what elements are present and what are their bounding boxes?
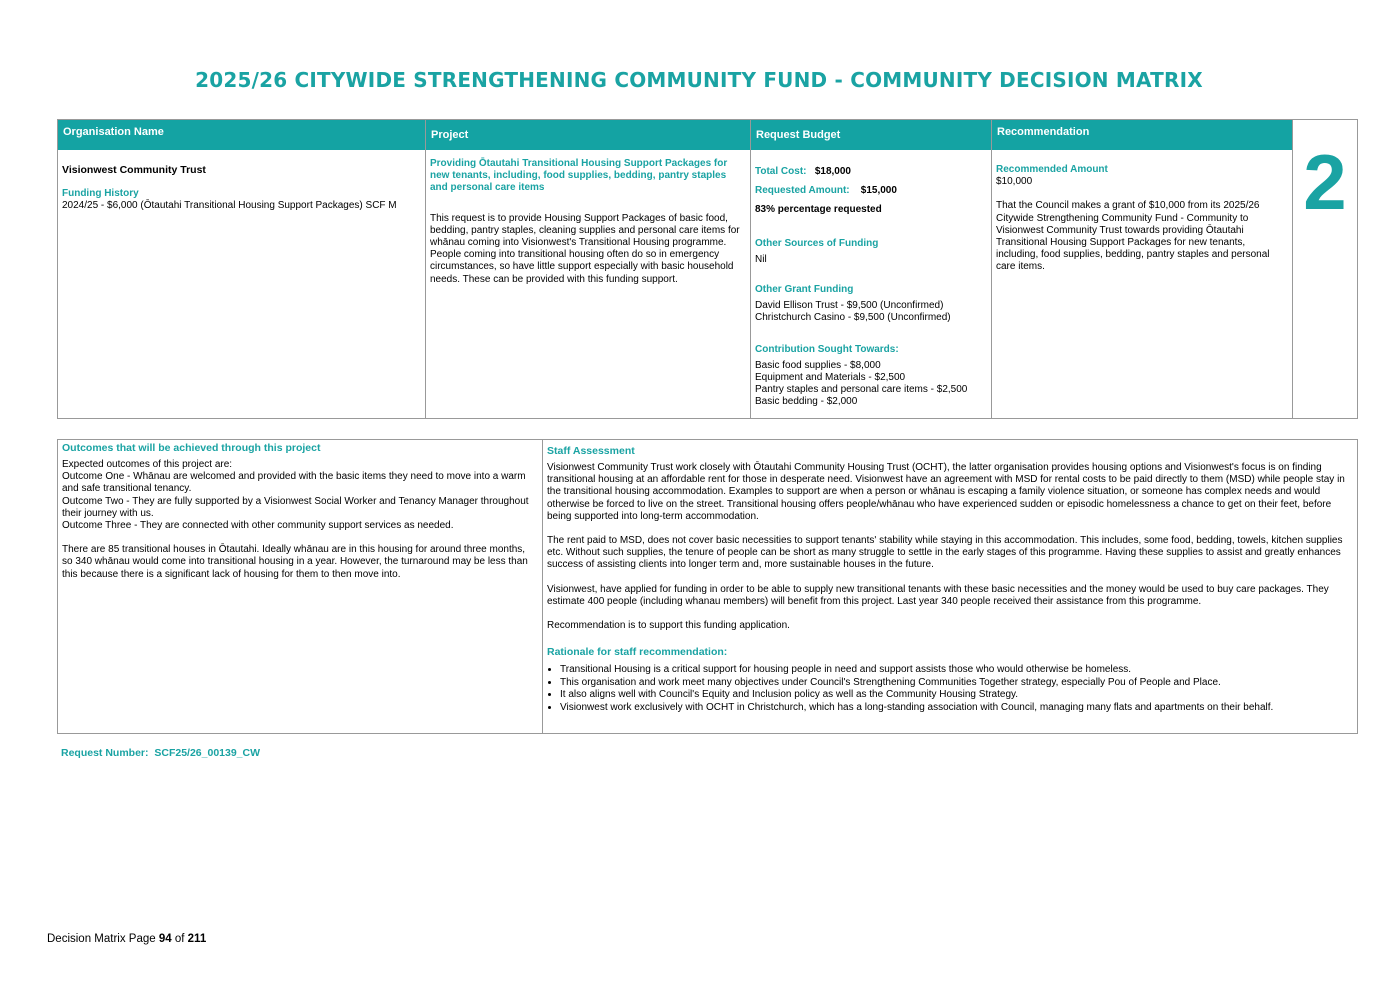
list-item: Pantry staples and personal care items - $2,500	[755, 384, 968, 396]
assessment-paragraph-4: Recommendation is to support this funding application.	[547, 620, 790, 632]
list-item: • Visionwest work exclusively with OCHT in Christchurch, which has a long-standing association with Council, managing many flats and apartments on their behalf.	[560, 702, 1353, 715]
budget-column	[751, 120, 992, 418]
total-cost-value: $18,000	[814, 166, 851, 177]
total-cost-label: Total Cost:	[755, 166, 807, 177]
requested-amount-value: $15,000	[860, 185, 897, 197]
list-item: Christchurch Casino - $9,500 (Unconfirmed)	[755, 312, 951, 324]
list-item: • Transitional Housing is a critical support for housing people in need and support assists those who would otherwise be homeless.	[560, 664, 1353, 677]
requested-amount-row	[755, 185, 987, 197]
list-item: Basic bedding - $2,000	[755, 396, 858, 408]
outcome-one: Outcome One - Whānau are welcomed and provided with the basic items they need to move into a warm and safe transitional tenancy.	[62, 471, 526, 495]
funding-history: 2024/25 - $6,000 (Ōtautahi Transitional Housing Support Packages) SCF M	[62, 200, 397, 212]
contribution-label: Contribution Sought Towards:	[755, 343, 899, 355]
contribution-list	[755, 360, 987, 409]
project-header: Project	[426, 120, 750, 150]
request-number-label: Request Number:	[61, 747, 149, 759]
recommended-amount-label: Recommended Amount	[996, 164, 1108, 175]
footer-of: of	[174, 933, 185, 945]
outcomes-label: Outcomes that will be achieved through this project	[62, 442, 321, 454]
recommended-amount: $10,000	[996, 176, 1033, 188]
outcomes-paragraph: There are 85 transitional houses in Ōtautahi. Ideally whānau are in this housing for around three months, so 340 whānau would come into transitional housing in a year. However, the turnaround may be less than this because there is a significant lack of housing for them to then move into.	[62, 544, 528, 580]
page-total: 211	[187, 933, 207, 945]
assessment-paragraph-2: The rent paid to MSD, does not cover basic necessities to support tenants' stability while staying in this accommodation. This includes, some food, bedding, towels, kitchen supplies etc. Without such supplies, the tenure of people can be short as many struggle to settle in the early stages of this programme. Having these supplies to assist and greatly enhances success of assisting clients into longer term and, more sustainable houses in the future.	[547, 535, 1343, 571]
staff-assessment-column	[543, 440, 1357, 733]
recommendation-text: That the Council makes a grant of $10,000 from its 2025/26 Citywide Strengthening Community Fund - Community to Visionwest Community Trust towards providing Ōtautahi Transitional Housing Support Packages for new tenants, including, food supplies, bedding, pantry staples and personal care items.	[996, 200, 1270, 273]
requested-amount-label: Requested Amount:	[755, 185, 850, 197]
assessment-paragraph-3: Visionwest, have applied for funding in order to be able to supply new transitional tenants with these basic necessities and the money would be used to buy care packages. They estimate 400 people (including whanau members) will benefit from this project. Last year 340 people received their assistance from this programme.	[547, 583, 1329, 607]
page-title: 2025/26 CITYWIDE STRENGTHENING COMMUNITY FUND - COMMUNITY DECISION MATRIX	[195, 68, 1203, 92]
list-item: Basic food supplies - $8,000	[755, 359, 881, 371]
request-number	[61, 747, 260, 759]
priority-number: 2	[1303, 138, 1347, 226]
total-cost-row	[755, 166, 987, 178]
project-description: This request is to provide Housing Support Packages of basic food, bedding, pantry staples, cleaning supplies and personal care items for whānau coming into Visionwest's Transitional Housing programme.	[430, 212, 740, 249]
page-footer	[47, 933, 206, 945]
page-number: 94	[158, 933, 172, 945]
percentage-requested: 83% percentage requested	[755, 204, 882, 216]
request-number-value: SCF25/26_00139_CW	[154, 747, 261, 759]
list-item: • It also aligns well with Council's Equity and Inclusion policy as well as the Community Housing Strategy.	[560, 689, 1353, 702]
outcome-two: Outcome Two - They are fully supported by a Visionwest Social Worker and Tenancy Manager throughout their journey with us.	[62, 495, 529, 519]
other-grant-list	[755, 300, 987, 324]
outcomes-column	[58, 440, 543, 733]
recommendation-header: Recommendation	[992, 120, 1292, 150]
budget-header: Request Budget	[751, 120, 991, 150]
staff-assessment-label: Staff Assessment	[547, 445, 635, 457]
recommendation-column	[992, 120, 1293, 418]
other-grant-label: Other Grant Funding	[755, 284, 854, 296]
outcome-three: Outcome Three - They are connected with other community support services as needed.	[62, 520, 454, 532]
project-column	[426, 120, 751, 418]
organisation-name: Visionwest Community Trust	[62, 164, 206, 176]
rationale-list	[547, 664, 1353, 714]
list-item: • This organisation and work meet many objectives under Council's Strengthening Communities Together strategy, especially Pou of People and Place.	[560, 677, 1353, 690]
decision-table	[57, 119, 1358, 419]
funding-history-label: Funding History	[62, 188, 139, 200]
rationale-label: Rationale for staff recommendation:	[547, 646, 728, 659]
footer-label: Decision Matrix Page	[47, 933, 156, 945]
priority-column	[1293, 120, 1357, 418]
project-description-2: People coming into transitional housing often do so in emergency circumstances, so have little support especially with basic household needs. These can be provided with this funding support.	[430, 249, 734, 285]
project-title: Providing Ōtautahi Transitional Housing Support Packages for new tenants, including, food supplies, bedding, pantry staples and personal care items	[430, 158, 728, 194]
outcomes-intro: Expected outcomes of this project are:	[62, 459, 233, 470]
organisation-column	[58, 120, 426, 418]
organisation-header: Organisation Name	[58, 120, 425, 150]
list-item: Equipment and Materials - $2,500	[755, 372, 906, 384]
other-sources-value: Nil	[755, 253, 767, 265]
assessment-table	[57, 439, 1358, 734]
assessment-paragraph-1: Visionwest Community Trust work closely with Ōtautahi Community Housing Trust (OCHT), the latter organisation provides housing options and Visionwest's focus is on finding transitional housing at an affordable rent for those in desperate need. Visionwest have an agreement with MSD for rental costs to be paid directly to them (MSD) while people stay in the transitional housing accommodation. Examples to support are when a person or whānau is escaping a family violence situation, or someone has complex needs and would otherwise be forced to live on the street. Transitional housing offers people/whānau who have experienced sudden or episodic homelessness a chance to get on their feet, before being supported into long-term accommodation.	[547, 462, 1345, 522]
list-item: David Ellison Trust - $9,500 (Unconfirmed)	[755, 300, 944, 312]
other-sources-label: Other Sources of Funding	[755, 237, 879, 249]
